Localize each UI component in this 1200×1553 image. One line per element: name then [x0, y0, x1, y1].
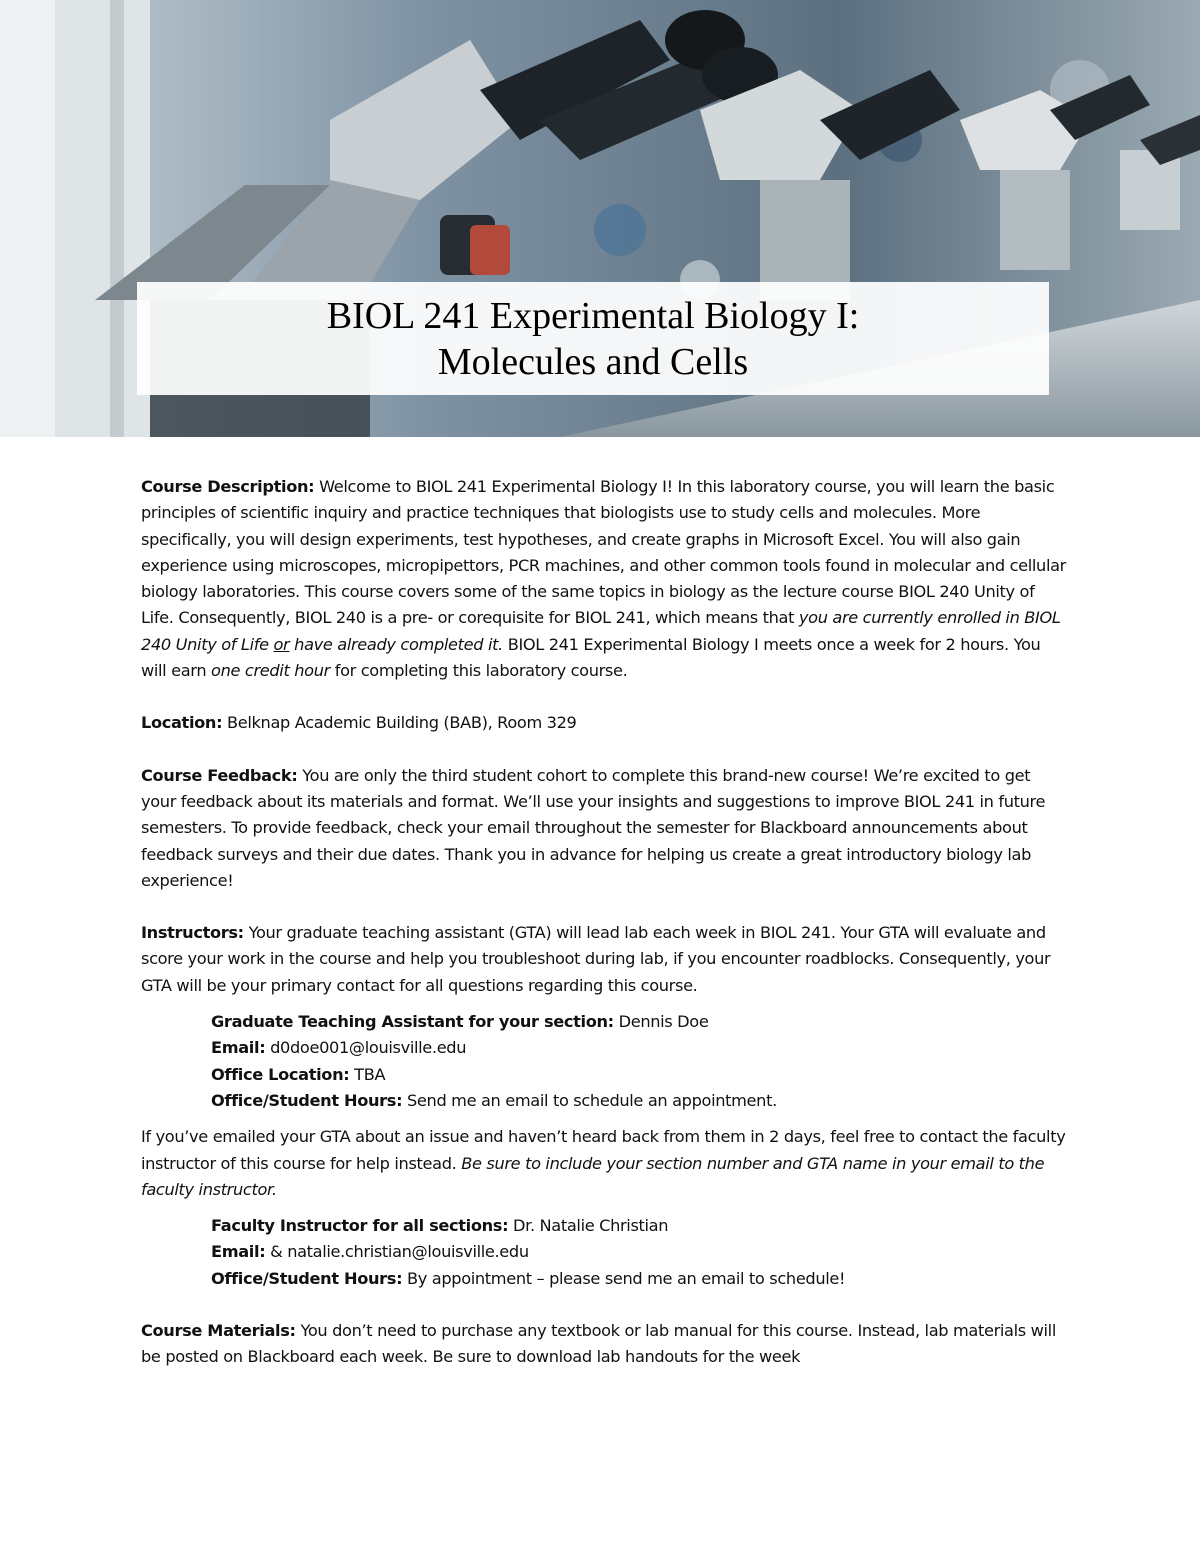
course-description-text-1: Welcome to BIOL 241 Experimental Biology I! In this laboratory course, you will learn the basic principles of scientific inquiry and practice techniques that biologists use to study cells and molecules. More specifically, you will design experiments, test hypotheses, and create graphs in Microsoft Excel. You will also gain experience using microscopes, micropipettors, PCR machines, and other common tools found in molecular and cellular biology laboratories. This course covers some of the same topics in biology as the lecture course BIOL 240 Unity of Life. Consequently, BIOL 240 is a pre- or corequisite for BIOL 241, which means that: [141, 477, 1066, 628]
faculty-name-row: [211, 1213, 1066, 1239]
course-feedback-text: You are only the third student cohort to complete this brand-new course! We’re excited to get your feedback about its materials and format. We’ll use your insights and suggestions to improve BIOL 241 in future semesters. To provide feedback, check your email throughout the semester for Blackboard announcements about feedback surveys and their due dates. Thank you in advance for helping us create a great introductory biology lab experience!: [141, 765, 1046, 890]
gta-office: TBA: [349, 1064, 386, 1084]
escalation-italic: Be sure to include your section number and GTA name in your email to the faculty instructor.: [141, 1153, 1045, 1199]
course-description: [141, 474, 1066, 684]
title-box: [137, 282, 1049, 395]
gta-email-label: Email:: [211, 1038, 266, 1058]
gta-name: Dennis Doe: [613, 1012, 709, 1032]
instructors-text: Your graduate teaching assistant (GTA) will lead lab each week in BIOL 241. Your GTA will evaluate and score your work in the course and help you troubleshoot during lab, if you encounter roadblocks. Consequently, your GTA will be your primary contact for all questions regarding this course.: [141, 923, 1051, 995]
course-description-italic-or: or: [273, 634, 290, 654]
syllabus-body: [141, 474, 1066, 1397]
course-materials: [141, 1318, 1066, 1371]
course-description-italic-1: you are currently enrolled in BIOL 240 Unity of Life: [141, 608, 1061, 654]
faculty-name-label: Faculty Instructor for all sections:: [211, 1216, 509, 1236]
gta-office-row: [211, 1062, 1066, 1088]
escalation-note: [141, 1124, 1066, 1203]
course-materials-label: Course Materials:: [141, 1321, 296, 1341]
escalation-text: If you’ve emailed your GTA about an issue and haven’t heard back from them in 2 days, feel free to contact the faculty instructor of this course for help instead.: [141, 1127, 1066, 1173]
gta-email-link[interactable]: d0doe001@louisville.edu: [265, 1038, 467, 1058]
gta-name-label: Graduate Teaching Assistant for your section:: [211, 1012, 614, 1032]
location: [141, 710, 1066, 736]
title-line-2: Molecules and Cells: [437, 340, 749, 383]
gta-contact-block: [211, 1009, 1066, 1114]
course-materials-text: You don’t need to purchase any textbook or lab manual for this course. Instead, lab materials will be posted on Blackboard each week. Be sure to download lab handouts for the week: [141, 1321, 1056, 1367]
faculty-name: Dr. Natalie Christian: [508, 1216, 669, 1236]
gta-hours-label: Office/Student Hours:: [211, 1090, 403, 1110]
faculty-contact-block: [211, 1213, 1066, 1292]
gta-hours-row: [211, 1088, 1066, 1114]
gta-hours: Send me an email to schedule an appointment.: [402, 1090, 777, 1110]
course-description-italic-3: one credit hour: [211, 661, 330, 681]
course-description-text-3: for completing this laboratory course.: [329, 661, 628, 681]
location-label: Location:: [141, 713, 223, 733]
course-description-italic-2: have already completed it.: [289, 634, 503, 654]
title-line-1: BIOL 241 Experimental Biology I:: [326, 294, 860, 337]
faculty-email-link[interactable]: & natalie.christian@louisville.edu: [265, 1242, 529, 1262]
faculty-hours: By appointment – please send me an email to schedule!: [402, 1268, 846, 1288]
instructors: [141, 920, 1066, 999]
course-feedback-label: Course Feedback:: [141, 765, 298, 785]
course-description-label: Course Description:: [141, 477, 315, 496]
header-banner: [0, 0, 1200, 437]
instructors-label: Instructors:: [141, 923, 244, 943]
gta-email-row: [211, 1035, 1066, 1061]
gta-office-label: Office Location:: [211, 1064, 350, 1084]
faculty-email-row: [211, 1239, 1066, 1265]
faculty-email-label: Email:: [211, 1242, 266, 1262]
location-text: Belknap Academic Building (BAB), Room 329: [222, 713, 577, 733]
course-description-text-2: BIOL 241 Experimental Biology I meets once a week for 2 hours. You will earn: [141, 634, 1041, 681]
faculty-hours-label: Office/Student Hours:: [211, 1268, 403, 1288]
gta-name-row: [211, 1009, 1066, 1035]
faculty-hours-row: [211, 1266, 1066, 1292]
course-feedback: [141, 763, 1066, 894]
